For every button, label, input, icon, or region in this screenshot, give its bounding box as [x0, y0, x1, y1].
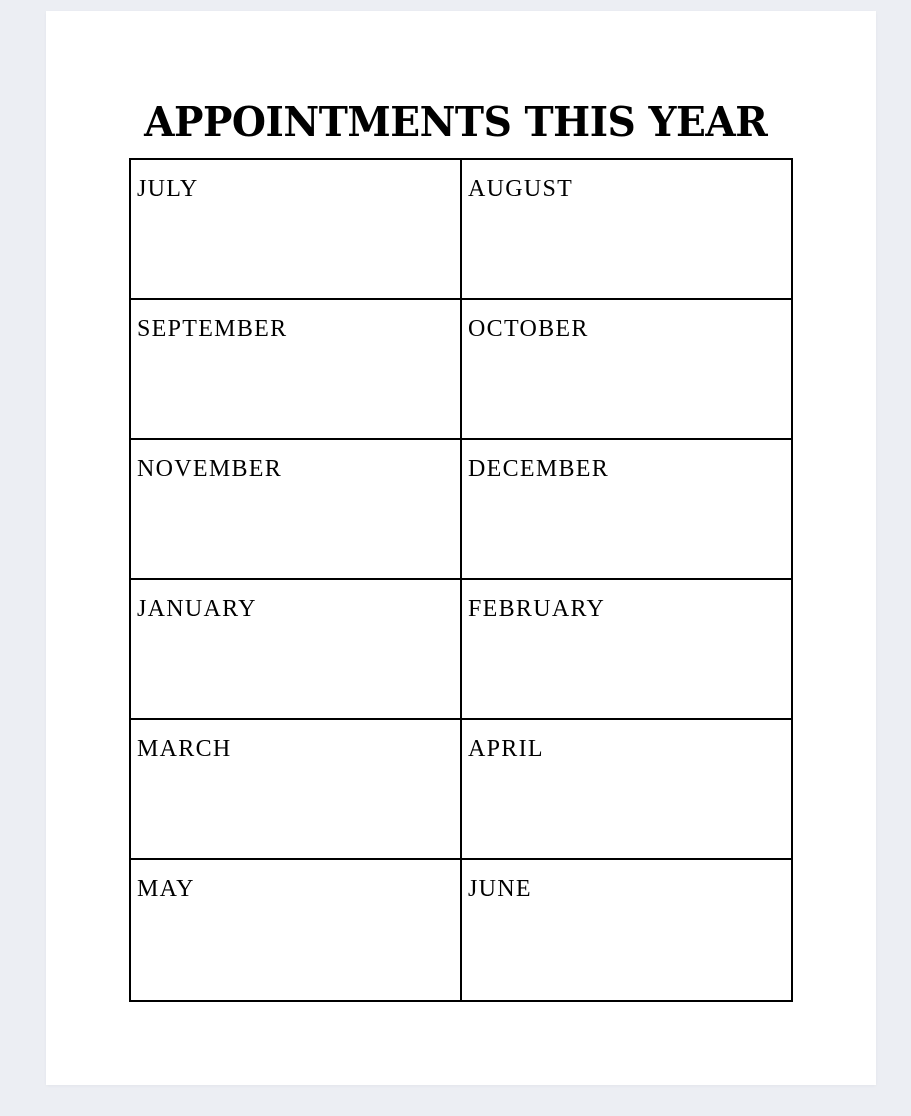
month-label: NOVEMBER	[137, 456, 283, 482]
month-cell-january[interactable]	[131, 580, 462, 720]
month-cell-august[interactable]	[462, 160, 793, 300]
month-cell-september[interactable]	[131, 300, 462, 440]
month-cell-march[interactable]	[131, 720, 462, 860]
month-cell-july[interactable]	[131, 160, 462, 300]
month-cell-june[interactable]	[462, 860, 793, 1000]
page-title: APPOINTMENTS THIS YEAR	[144, 98, 768, 146]
month-label: MAY	[137, 876, 195, 902]
month-cell-november[interactable]	[131, 440, 462, 580]
month-grid	[129, 158, 793, 1002]
month-label: FEBRUARY	[468, 596, 606, 622]
month-label: SEPTEMBER	[137, 316, 288, 342]
month-cell-may[interactable]	[131, 860, 462, 1000]
month-cell-february[interactable]	[462, 580, 793, 720]
month-label: APRIL	[468, 736, 544, 762]
month-cell-october[interactable]	[462, 300, 793, 440]
month-cell-december[interactable]	[462, 440, 793, 580]
month-label: DECEMBER	[468, 456, 610, 482]
month-label: JUNE	[468, 876, 532, 902]
month-cell-april[interactable]	[462, 720, 793, 860]
month-label: JULY	[137, 176, 199, 202]
month-label: MARCH	[137, 736, 232, 762]
month-label: JANUARY	[137, 596, 257, 622]
month-label: AUGUST	[468, 176, 574, 202]
month-label: OCTOBER	[468, 316, 589, 342]
